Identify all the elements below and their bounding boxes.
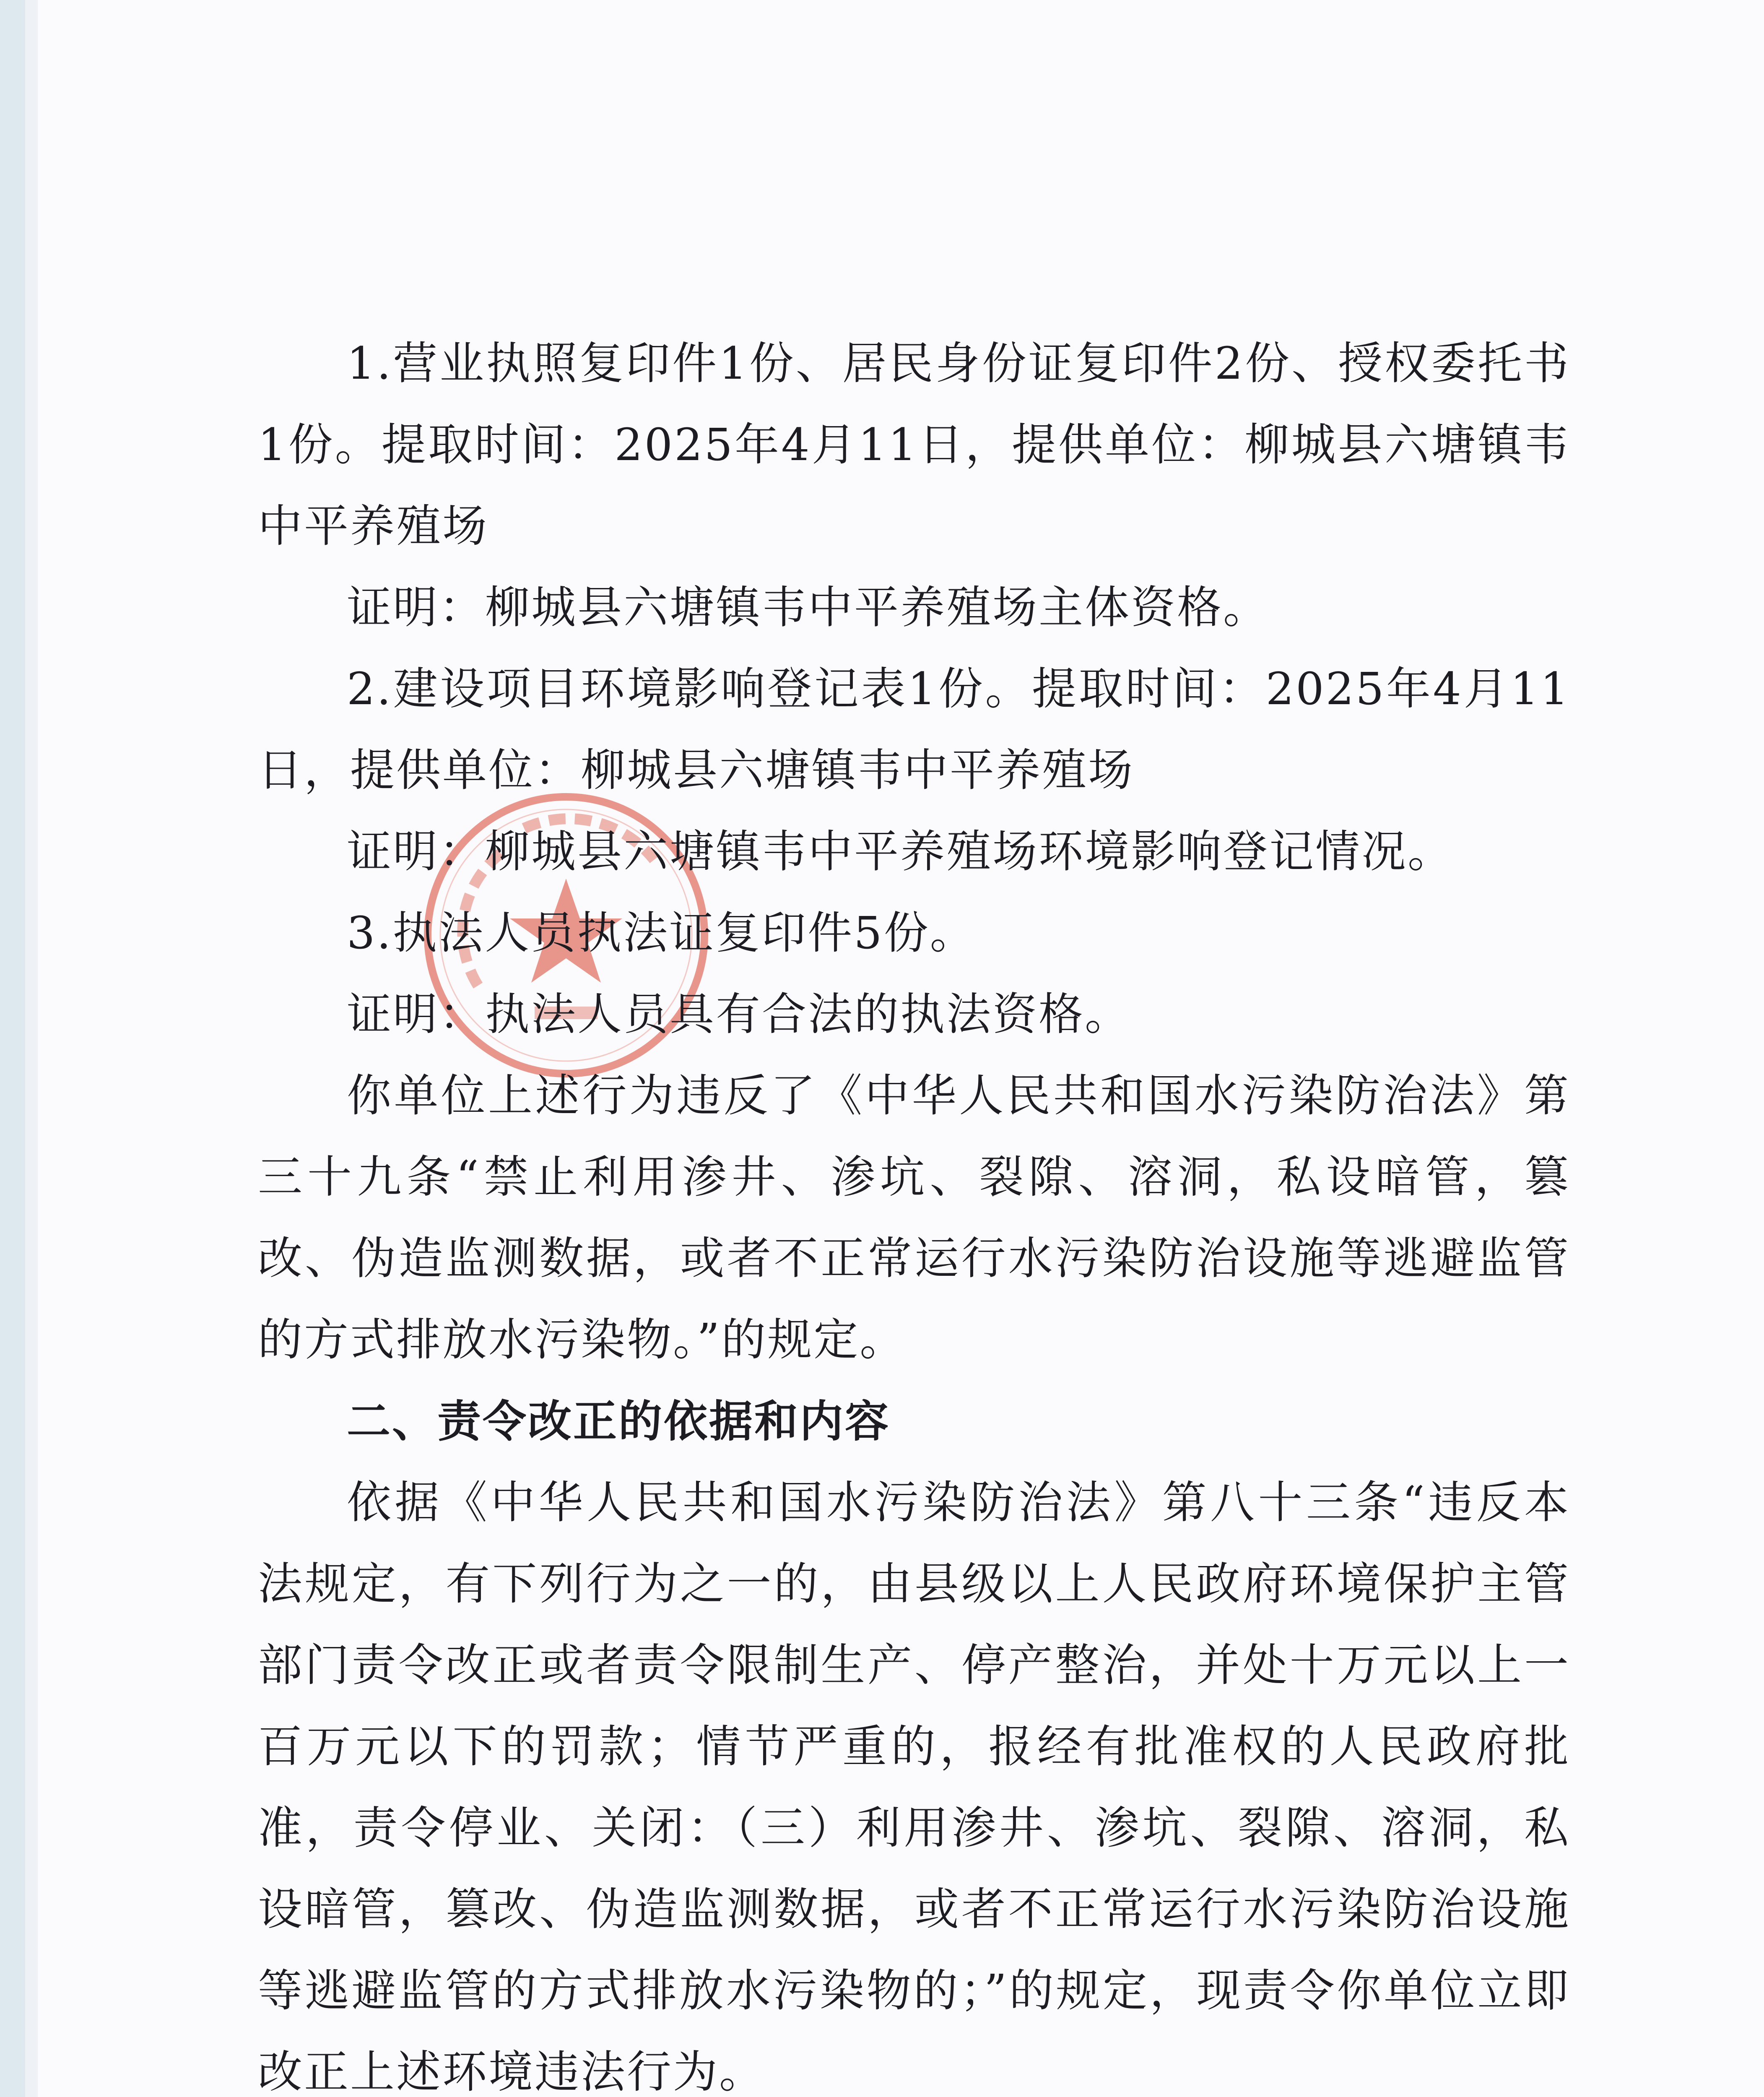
paragraph-evidence-1: 1.营业执照复印件1份、居民身份证复印件2份、授权委托书1份。提取时间：2025年4月11日，提供单位：柳城县六塘镇韦中平养殖场	[258, 338, 1570, 552]
paragraph-proof-2: 证明：柳城县六塘镇韦中平养殖场环境影响登记情况。	[347, 826, 1454, 877]
paragraph-legal-basis: 依据《中华人民共和国水污染防治法》第八十三条“违反本法规定，有下列行为之一的，由县级以上人民政府环境保护主管部门责令改正或者责令限制生产、停产整治，并处十万元以上一百万元以下的罚款；情节严重的，报经有批准权的人民政府批准，责令停业、关闭：（三）利用渗井、渗坑、裂隙、溶洞，私设暗管，篡改、伪造监测数据，或者不正常运行水污染防治设施等逃避监管的方式排放水污染物的；”的规定，现责令你单位立即改正上述环境违法行为。	[258, 1477, 1570, 2097]
paragraph-evidence-2: 2.建设项目环境影响登记表1份。提取时间：2025年4月11日，提供单位：柳城县六塘镇韦中平养殖场	[258, 663, 1570, 796]
paragraph-violation: 你单位上述行为违反了《中华人民共和国水污染防治法》第三十九条“禁止利用渗井、渗坑、裂隙、溶洞，私设暗管，篡改、伪造监测数据，或者不正常运行水污染防治设施等逃避监管的方式排放水污染物。”的规定。	[258, 1070, 1570, 1366]
paragraph-evidence-3: 3.执法人员执法证复印件5份。	[347, 907, 976, 959]
section-heading: 二、责令改正的依据和内容	[347, 1396, 891, 1447]
paragraph-proof-1: 证明：柳城县六塘镇韦中平养殖场主体资格。	[347, 582, 1269, 633]
paragraph-proof-3: 证明：执法人员具有合法的执法资格。	[347, 989, 1131, 1040]
scan-left-edge	[0, 0, 25, 2097]
scan-left-shadow	[25, 0, 38, 2097]
document-body	[258, 323, 1570, 2097]
